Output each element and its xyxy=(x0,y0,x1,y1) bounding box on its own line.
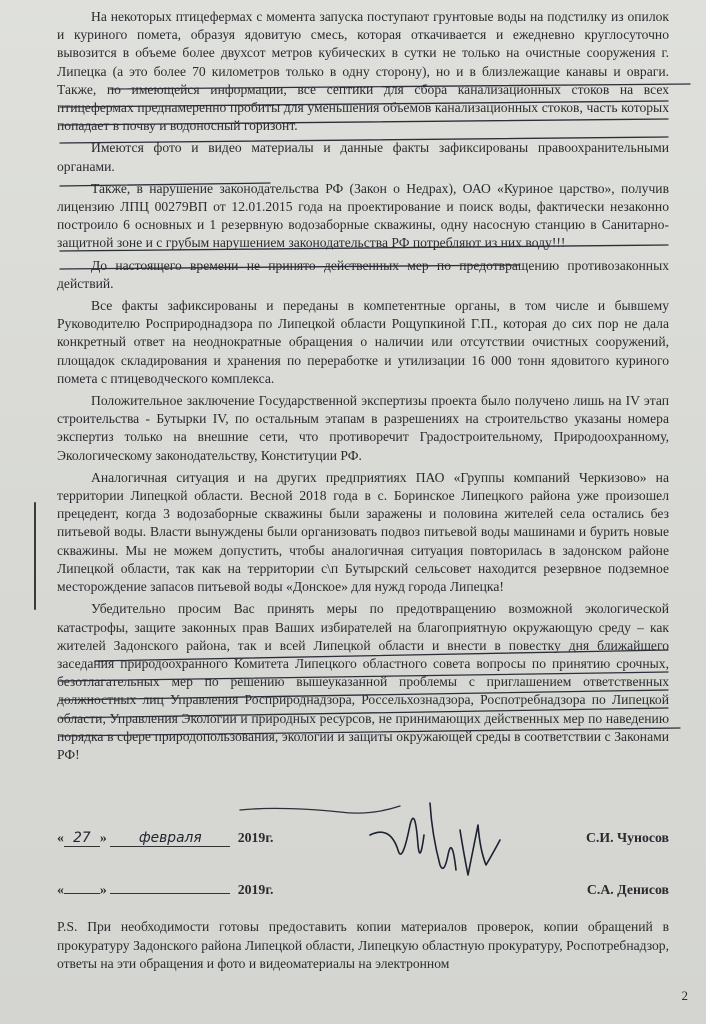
page-number: 2 xyxy=(681,988,688,1003)
date-day: 27 xyxy=(64,830,100,847)
paragraph-similar-situation: Аналогичная ситуация и на других предприятиях ПАО «Группы компаний Черкизово» на территории Липецкой области. Весной 2018 года в с. Боринское Липецкого района уже произошел прецедент, когда 3 водозаборные скважины были заражены и половина жителей села остались без питьевой воды. Власти вынуждены были организовать подвоз питьевой воды машинами и бурить новые скважины. Мы не можем допустить, чтобы аналогичная ситуация повторилась в задонском районе Липецкой области, так как на территории с\п Бутырский сельсовет находится резервное подземное месторождение запасов питьевой воды «Донское» для нужд города Липецка! xyxy=(57,469,669,595)
date-month: февраля xyxy=(110,830,230,847)
paragraph-state-expertise: Положительное заключение Государственной экспертизы проекта было получено лишь на IV этап строительства - Бутырки IV, по остальным этапам в разрешениях на строительство указаны номера экспертиз только на внешние сети, что противоречит Градостроительному, Природоохранному, Экологическому законодательству, Конституции РФ. xyxy=(57,393,669,463)
signer-name-2: С.А. Денисов xyxy=(586,882,669,897)
letter-body xyxy=(57,8,669,768)
paragraph-groundwater: На некоторых птицефермах с момента запуска поступают грунтовые воды на подстилку из опилок и куриного помета, образуя ядовитую смесь, которая откачивается и ежедневно круглосуточно вывозится в объеме более двухсот метров кубических в сутки не только на очистные сооружения г. Липецка (а это более 70 километров только в одну сторону), но и в близлежащие канавы и овраги. Также, по имеющейся информации, все септики для сбора канализационных стоков на всех птицефермах преднамеренно пробиты для уменьшения объемов канализационных стоков, часть которых попадает в почву и водоносный горизонт. xyxy=(57,9,669,134)
date-field-1: « 27 » февраля 2019г. xyxy=(57,830,274,846)
signature-row-2 xyxy=(57,882,669,904)
date-field-2: « » 2019г. xyxy=(57,882,274,897)
paragraph-no-measures: До настоящего времени не принято действенных мер по предотвращению противозаконных действий. xyxy=(57,257,669,291)
date-year: 2019г. xyxy=(237,882,274,897)
signer-name-1: С.И. Чуносов xyxy=(585,830,669,845)
paragraph-request: Убедительно просим Вас принять меры по предотвращению возможной экологической катастрофы, защите законных прав Ваших избирателей на благоприятную окружающую среду – как жителей Задонского района, так и всей Липецкой области и внести в повестку дня ближайшего заседания природоохранного Комитета Липецкого областного совета вопросы по принятию срочных, безотлагательных мер по решению вышеуказанной проблемы с приглашением ответственных должностных лиц Управления Росприроднадзора, Россельхознадзора, Роспотребнадзора по Липецкой области, Управления Экологии и природных ресурсов, не принимающих действенных мер по наведению порядка в сфере природопользования, экологии и защиты окружающей среды в соответствии с Законами РФ! xyxy=(57,601,669,762)
paragraph-license-violation: Также, в нарушение законодательства РФ (Закон о Недрах), ОАО «Куриное царство», получив лицензию ЛПЦ 00279ВП от 12.01.2015 года на проектирование и поиск воды, фактически незаконно построило 6 основных и 1 резервную водозаборные скважины, одну насосную станцию в Санитарно-защитной зоне и с грубым нарушением законодательства РФ потребляют из них воду!!! xyxy=(57,180,669,251)
date-month xyxy=(110,893,230,894)
margin-pen-mark xyxy=(34,502,36,610)
date-day xyxy=(64,893,100,894)
handwritten-signature xyxy=(360,795,510,885)
paragraph-evidence: Имеются фото и видео материалы и данные факты зафиксированы правоохранительными органами. xyxy=(57,140,669,174)
date-year: 2019г. xyxy=(237,830,274,845)
paragraph-facts-submitted: Все факты зафиксированы и переданы в компетентные органы, в том числе и бывшему Руководителю Росприроднадзора по Липецкой области Рощупкиной Г.П., которая до сих пор не дала конкретный ответ на неоднократные обращения о наличии или отсутствии очистных сооружений, площадок складирования и хранения по переработке и утилизации 16 000 тонн ядовитого куриного помета с птицеводческого комплекса. xyxy=(57,298,669,386)
postscript: P.S. При необходимости готовы предоставить копии материалов проверок, копии обращений в прокуратуру Задонского района Липецкой области, Липецкую областную прокуратуру, Роспотребнадзор, ответы на эти обращения и фото и видеоматериалы на электронном xyxy=(57,919,669,972)
